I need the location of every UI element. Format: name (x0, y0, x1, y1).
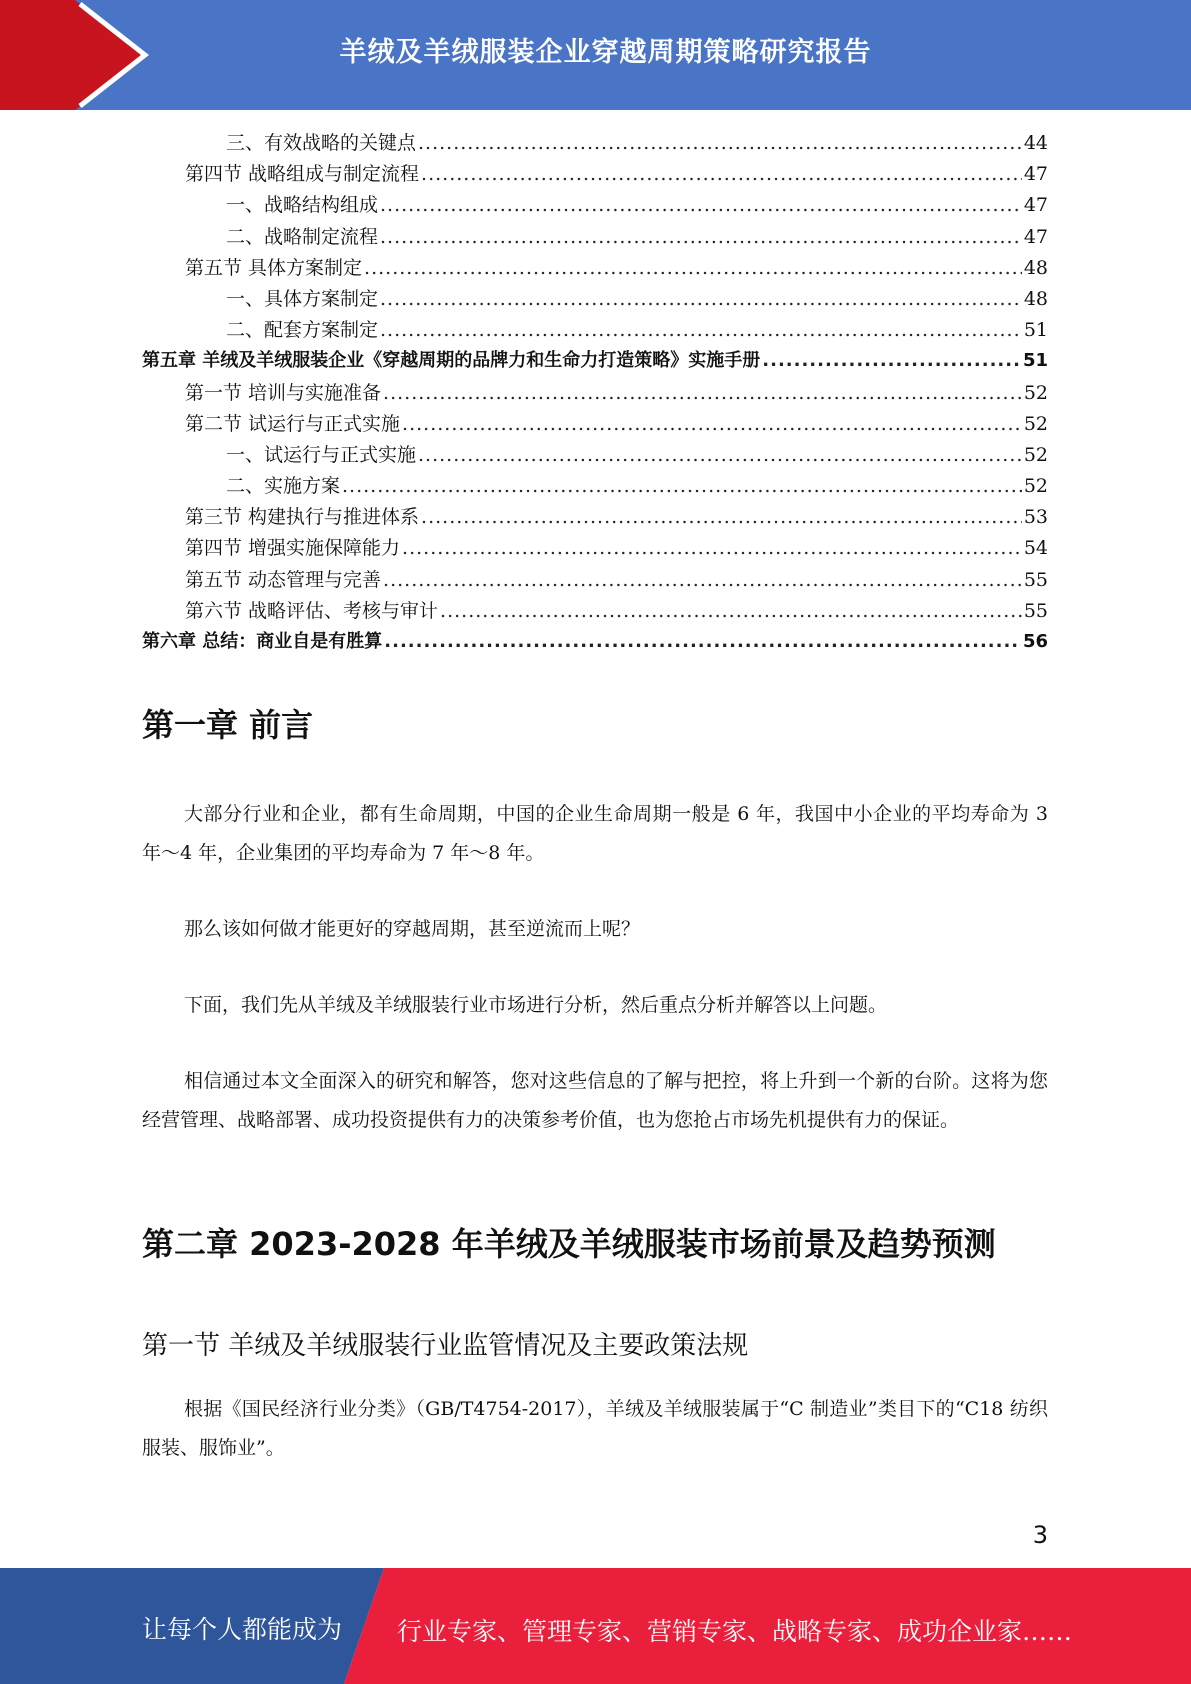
footer-slogan-right: 行业专家、管理专家、营销专家、战略专家、成功企业家…… (397, 1617, 1073, 1646)
toc-entry[interactable] (142, 533, 1048, 564)
toc-dot-leader (380, 319, 1022, 341)
toc-entry[interactable] (142, 471, 1048, 502)
toc-entry-label: 第五节 具体方案制定 (185, 256, 363, 279)
toc-entry[interactable] (142, 190, 1048, 221)
toc-entry-label: 一、具体方案制定 (226, 287, 379, 310)
toc-entry-page: 48 (1023, 256, 1048, 279)
toc-entry-page: 44 (1023, 132, 1048, 154)
toc-entry-label: 第二节 试运行与正式实施 (185, 412, 401, 435)
page-footer (0, 1568, 1191, 1684)
toc-entry-label: 第六节 战略评估、考核与审计 (185, 599, 439, 622)
toc-entry-page: 55 (1023, 568, 1048, 591)
toc-entry-page: 54 (1023, 537, 1048, 560)
toc-entry-page: 52 (1023, 412, 1048, 435)
toc-entry[interactable] (142, 222, 1048, 253)
toc-entry-page: 56 (1022, 631, 1048, 652)
page-number: 3 (1032, 1521, 1048, 1549)
toc-entry-label: 二、战略制定流程 (226, 225, 379, 248)
toc-entry[interactable] (142, 565, 1048, 596)
toc-entry-label: 第六章 总结：商业自是有胜算 (142, 631, 383, 652)
toc-entry-page: 47 (1023, 225, 1048, 248)
toc-entry-page: 51 (1022, 350, 1048, 372)
toc-entry[interactable] (142, 346, 1048, 377)
toc-entry[interactable] (142, 627, 1048, 658)
toc-entry-page: 51 (1023, 319, 1048, 342)
toc-entry-label: 二、实施方案 (226, 475, 341, 498)
toc-entry-label: 第四节 增强实施保障能力 (185, 537, 401, 560)
toc-entry[interactable] (142, 409, 1048, 440)
toc-entry-label: 一、战略结构组成 (226, 194, 379, 217)
toc-entry-page: 52 (1023, 443, 1048, 466)
toc-entry[interactable] (142, 159, 1048, 190)
toc-entry-page: 55 (1023, 599, 1048, 622)
toc-entry[interactable] (142, 502, 1048, 533)
toc-entry[interactable] (142, 315, 1048, 346)
section-1-heading: 第一节 羊绒及羊绒服装行业监管情况及主要政策法规 (142, 1331, 749, 1361)
toc-dot-leader (421, 506, 1022, 528)
toc-entry[interactable] (142, 284, 1048, 315)
toc-entry[interactable] (142, 440, 1048, 471)
toc-entry-page: 48 (1023, 287, 1048, 310)
toc-dot-leader (418, 132, 1022, 154)
toc-dot-leader (383, 382, 1022, 404)
toc-dot-leader (421, 163, 1022, 185)
toc-entry-page: 53 (1023, 506, 1048, 529)
toc-entry[interactable] (142, 253, 1048, 284)
toc-entry-label: 第三节 构建执行与推进体系 (185, 506, 420, 529)
toc-dot-leader (342, 475, 1022, 497)
chapter-1-heading: 第一章 前言 (142, 706, 314, 744)
toc-entry-page: 52 (1023, 381, 1048, 404)
chapter-1-paragraph-2: 那么该如何做才能更好的穿越周期，甚至逆流而上呢？ (184, 918, 641, 940)
toc-dot-leader (762, 350, 1021, 371)
section-1-paragraph: 根据《国民经济行业分类》（GB/T4754-2017），羊绒及羊绒服装属于“C 制造业”类目下的“C18 纺织服装、服饰业”。 (142, 1398, 1048, 1459)
toc-dot-leader (380, 226, 1022, 248)
toc-entry[interactable] (142, 596, 1048, 627)
toc-entry-label: 第四节 战略组成与制定流程 (185, 163, 420, 186)
report-title: 羊绒及羊绒服装企业穿越周期策略研究报告 (339, 37, 872, 68)
chapter-1-paragraph-3: 下面，我们先从羊绒及羊绒服装行业市场进行分析，然后重点分析并解答以上问题。 (184, 994, 888, 1016)
toc-dot-leader (402, 537, 1022, 559)
toc-entry-label: 三、有效战略的关键点 (226, 132, 417, 154)
toc-dot-leader (380, 288, 1022, 310)
toc-entry[interactable] (142, 378, 1048, 409)
page-header (0, 0, 1191, 110)
chapter-1-paragraph-1: 大部分行业和企业，都有生命周期，中国的企业生命周期一般是 6 年，我国中小企业的平均寿命为 3 年～4 年，企业集团的平均寿命为 7 年～8 年。 (142, 803, 1048, 864)
toc-entry-label: 第五章 羊绒及羊绒服装企业《穿越周期的品牌力和生命力打造策略》实施手册 (142, 350, 761, 372)
chapter-1-paragraph-4: 相信通过本文全面深入的研究和解答，您对这些信息的了解与把控，将上升到一个新的台阶。这将为您经营管理、战略部署、成功投资提供有力的决策参考价值，也为您抢占市场先机提供有力的保证。 (142, 1070, 1048, 1131)
toc-dot-leader (418, 444, 1022, 466)
toc-entry-label: 第一节 培训与实施准备 (185, 381, 382, 404)
toc-dot-leader (440, 600, 1022, 622)
toc-dot-leader (383, 569, 1022, 591)
footer-slogan-left: 让每个人都能成为 (142, 1615, 343, 1644)
toc-entry-label: 二、配套方案制定 (226, 319, 379, 342)
toc-entry-label: 第五节 动态管理与完善 (185, 568, 382, 591)
toc-entry-page: 47 (1023, 163, 1048, 186)
toc-entry-label: 一、试运行与正式实施 (226, 443, 417, 466)
toc-entry[interactable] (142, 128, 1048, 159)
toc-dot-leader (402, 413, 1022, 435)
toc-dot-leader (380, 194, 1022, 216)
toc-entry-page: 52 (1023, 475, 1048, 498)
table-of-contents (142, 128, 1048, 658)
toc-entry-page: 47 (1023, 194, 1048, 217)
toc-dot-leader (384, 631, 1021, 652)
chapter-2-heading: 第二章 2023-2028 年羊绒及羊绒服装市场前景及趋势预测 (142, 1225, 996, 1263)
toc-dot-leader (364, 257, 1022, 279)
